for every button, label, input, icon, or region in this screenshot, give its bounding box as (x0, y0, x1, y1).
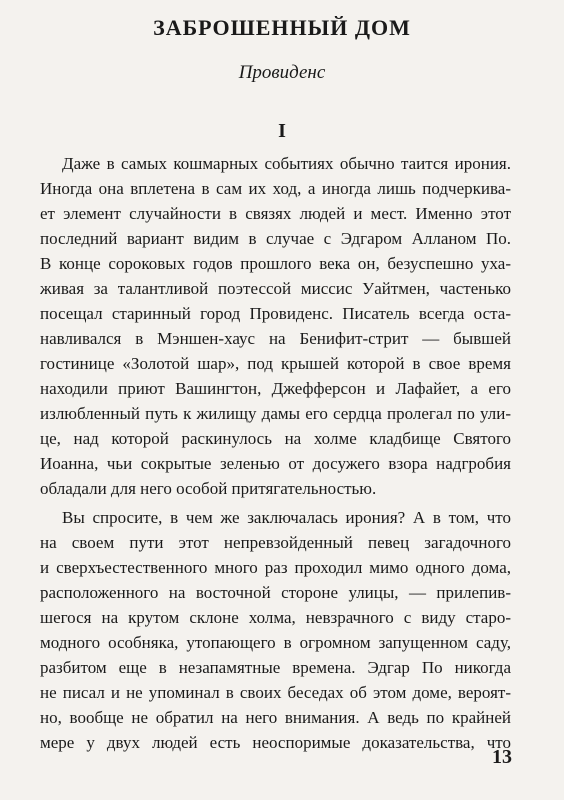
page-number: 13 (492, 746, 512, 768)
text-line: но, вообще не обратил на него внимания. А ведь по крайней (40, 708, 511, 727)
section-number: I (278, 120, 286, 142)
text-line: навливался в Мэншен-хаус на Бенифит-стрит — бывшей (40, 329, 511, 348)
text-line: живая за талантливой поэтессой миссис Уайтмен, частенько (40, 279, 511, 298)
text-line: обладали для него особой притягательностью. (40, 479, 377, 498)
chapter-subtitle: Провиденс (238, 62, 326, 83)
text-line: модного особняка, утопающего в огромном запущенном саду, (40, 633, 511, 652)
text-line: мере у двух людей есть неоспоримые доказательства, что (40, 733, 511, 752)
text-line: не писал и не упоминал в своих беседах об этом доме, вероят- (40, 683, 511, 702)
text-line: разбитом еще в незапамятные времена. Эдгар По никогда (40, 658, 511, 677)
text-line: ет элемент случайности в связях людей и мест. Именно этот (40, 204, 511, 223)
chapter-title: ЗАБРОШЕННЫЙ ДОМ (153, 15, 411, 40)
paragraph-2 (40, 505, 511, 755)
paragraph-1 (40, 151, 511, 501)
body-text (40, 151, 511, 755)
text-line: гостинице «Золотой шар», под крышей которой в свое время (40, 354, 511, 373)
text-line: Иногда она вплетена в сам их ход, а иногда лишь подчеркива- (40, 179, 511, 198)
text-line: на своем пути этот непревзойденный певец загадочного (40, 533, 511, 552)
text-line: и сверхъестественного много раз проходил мимо одного дома, (40, 558, 511, 577)
text-line: Вы спросите, в чем же заключалась ирония? А в том, что (62, 508, 511, 527)
text-line: посещал старинный город Провиденс. Писатель всегда оста- (40, 304, 511, 323)
text-line: В конце сороковых годов прошлого века он, безуспешно уха- (40, 254, 511, 273)
text-line: це, над которой раскинулось на холме кладбище Святого (40, 429, 511, 448)
text-line: шегося на крутом склоне холма, невзрачного с виду старо- (40, 608, 511, 627)
text-line: излюбленный путь к жилищу дамы его сердца пролегал по ули- (40, 404, 511, 423)
text-line: расположенного на восточной стороне улицы, — прилепив- (40, 583, 511, 602)
text-line: последний вариант видим в случае с Эдгаром Алланом По. (40, 229, 511, 248)
text-line: Иоанна, чьи сокрытые зеленью от досужего взора надгробия (40, 454, 511, 473)
text-line: Даже в самых кошмарных событиях обычно таится ирония. (62, 154, 511, 173)
text-line: находили приют Вашингтон, Джефферсон и Лафайет, а его (40, 379, 511, 398)
